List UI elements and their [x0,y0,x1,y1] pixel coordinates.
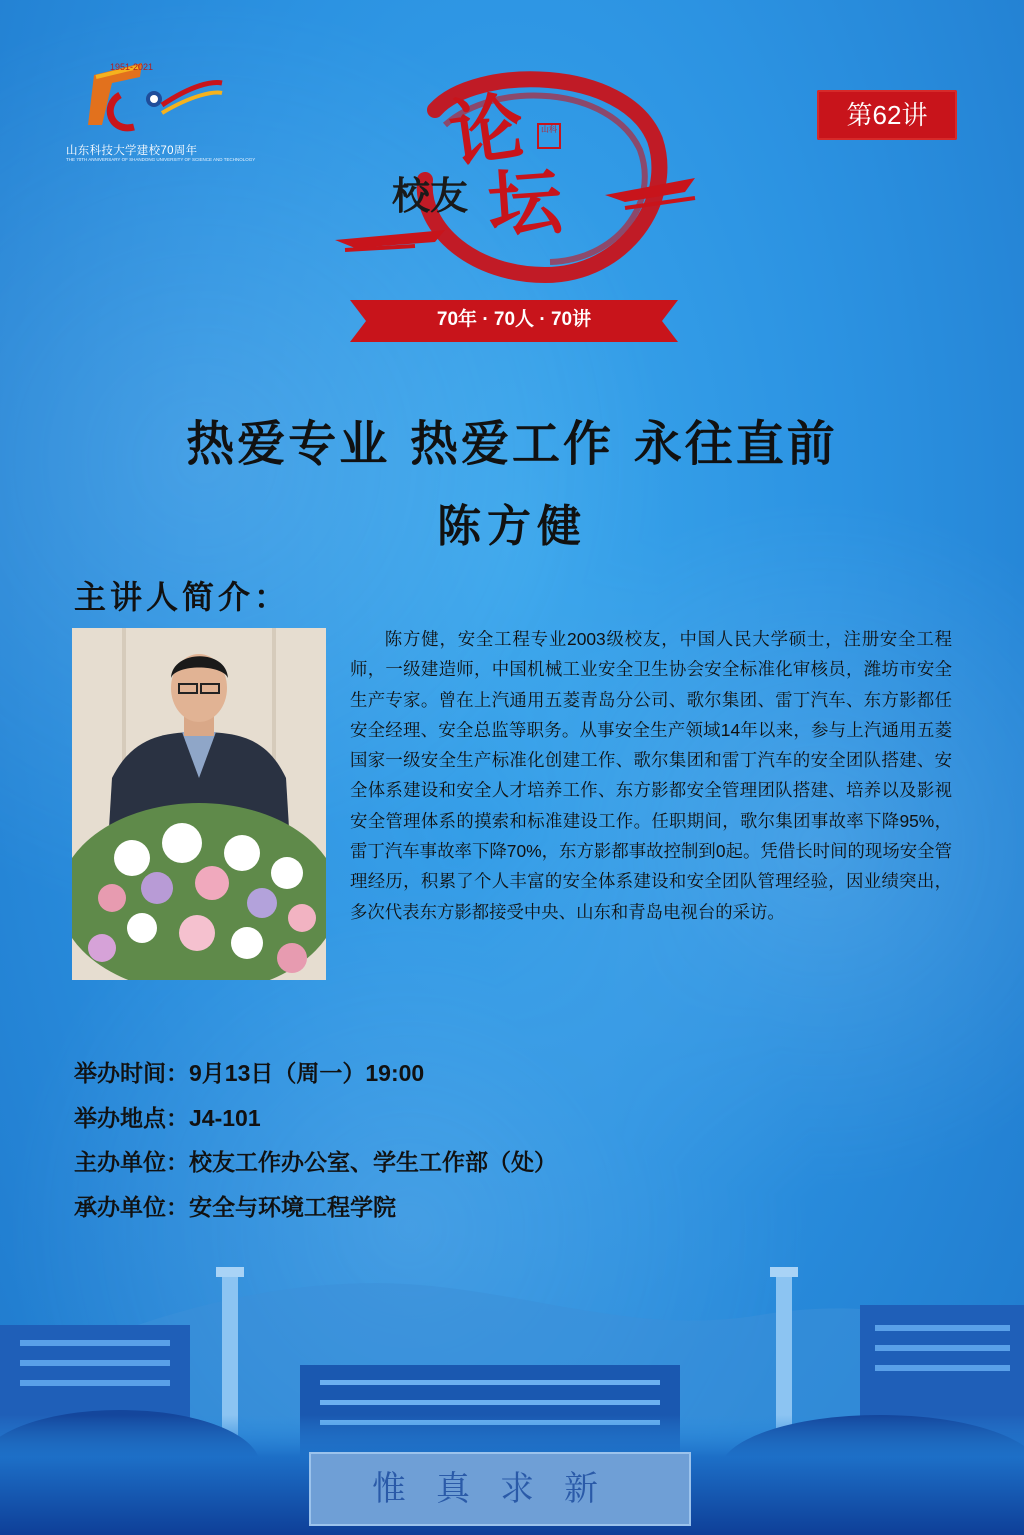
detail-label: 举办地点： [74,1104,189,1131]
event-host: 校友工作办公室、学生工作部（处） [189,1149,557,1175]
detail-label: 承办单位： [74,1193,189,1220]
event-host-row [74,1147,557,1192]
ribbon-text: 70年 · 70人 · 70讲 [436,309,592,330]
anniversary-caption-en: THE 70TH ANNIVERSARY OF SHANDONG UNIVERSITY OF SCIENCE AND TECHNOLOGY [66,157,256,162]
event-location: J4-101 [189,1104,261,1131]
anniversary-years: 1951-2021 [110,62,154,72]
event-time: 9月13日（周一）19:00 [189,1060,425,1086]
lecture-title: 热爱专业 热爱工作 永往直前 [186,416,838,472]
forum-char-tan: 坛 [485,161,565,249]
speaker-photo [72,628,326,980]
speaker-intro-heading: 主讲人简介： [74,579,291,615]
seal-stamp: 山科 [537,123,561,149]
lecture-number: 第62讲 [846,100,928,130]
event-details [74,1058,557,1236]
event-organizer-row [74,1192,557,1237]
anniversary-caption: 山东科技大学建校70周年 [66,145,198,157]
speaker-biography: 陈方健，安全工程专业2003级校友，中国人民大学硕士，注册安全工程师，一级建造师，中国机械工业安全卫生协会安全标准化审核员，潍坊市安全生产专家。曾在上汽通用五菱青岛分公司、歌尔集团、雷丁汽车、东方影都任安全经理、安全总监等职务。从事安全生产领域14年以来，参与上汽通用五菱国家一级安全生产标准化创建工作、歌尔集团和雷丁汽车的安全团队搭建、安全体系建设和安全人才培养工作、东方影都安全管理团队搭建、培养以及影视安全管理体系的摸索和标准建设工作。任职期间，歌尔集团事故率下降95%，雷丁汽车事故率下降70%，东方影都事故控制到0起。凭借长时间的现场安全管理经历，积累了个人丰富的安全体系建设和安全团队管理经验，因业绩突出，多次代表东方影都接受中央、山东和青岛电视台的采访。 [350,629,952,922]
forum-char-lun: 论 [444,86,530,178]
detail-label: 主办单位： [74,1149,189,1175]
detail-label: 举办时间： [74,1060,189,1086]
monument-text: 惟真求新 [372,1469,628,1509]
event-organizer: 安全与环境工程学院 [189,1193,396,1220]
campus-scene [0,1235,1024,1535]
event-location-row [74,1103,557,1148]
speaker-name: 陈方健 [437,501,587,552]
event-time-row [74,1058,557,1103]
forum-text-alumni: 校友 [392,176,469,218]
